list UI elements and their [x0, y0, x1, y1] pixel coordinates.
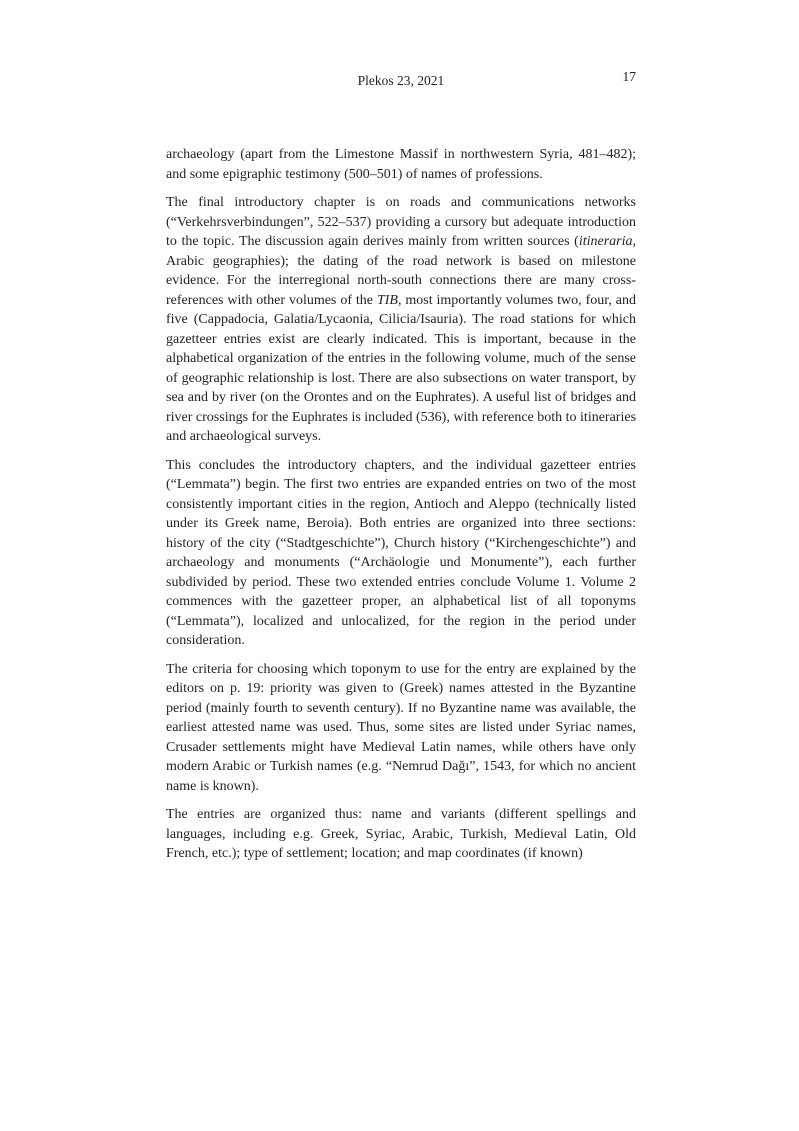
paragraph [166, 805, 636, 864]
text-segment: , Arabic geographies); the dating of the road network is based on milestone evidence. For the interregional north-south connections there are many cross-references with other volumes of the [166, 234, 636, 308]
text-segment: This concludes the introductory chapters, and the individual gazetteer entries (“Lemmata”) begin. The first two entries are expanded entries on two of the most consistently important cities in the region, Antioch and Aleppo (technically listed under its Greek name, Beroia). Both entries are organized into three sections: history of the city (“Stadtgeschichte”), Church history (“Kirchengeschichte”) and archaeology and monuments (“Archäologie und Monumente”), each further subdivided by period. These two extended entries conclude Volume 1. Volume 2 commences with the gazetteer proper, an alphabetical list of all toponyms (“Lemmata”), localized and unlocalized, for the region in the period under consideration. [166, 457, 636, 648]
page-header [166, 69, 636, 89]
page-body [166, 145, 636, 873]
italic-text-segment: TIB [376, 292, 398, 308]
paragraph [166, 193, 636, 447]
text-segment: The final introductory chapter is on roads and communications networks (“Verkehrsverbindungen”, 522–537) providing a cursory but adequate introduction to the topic. The discussion again derives mainly from written sources ( [166, 195, 636, 249]
text-segment: The entries are organized thus: name and variants (different spellings and languages, including e.g. Greek, Syriac, Arabic, Turkish, Medieval Latin, Old French, etc.); type of settlement; location; and map coordinates (if known) [166, 807, 636, 861]
text-segment: The criteria for choosing which toponym to use for the entry are explained by the editors on p. 19: priority was given to (Greek) names attested in the Byzantine period (mainly fourth to seventh century). If no Byzantine name was available, the earliest attested name was used. Thus, some sites are listed under Syriac names, Crusader settlements might have Medieval Latin names, while others have only modern Arabic or Turkish names (e.g. “Nemrud Dağı”, 1543, for which no ancient name is known). [166, 661, 636, 794]
paragraph [166, 660, 636, 797]
paragraph [166, 456, 636, 651]
text-segment: archaeology (apart from the Limestone Massif in northwestern Syria, 481–482); and some epigraphic testimony (500–501) of names of professions. [166, 147, 636, 182]
italic-text-segment: itineraria [578, 234, 633, 249]
text-segment: , most importantly volumes two, four, and five (Cappadocia, Galatia/Lycaonia, Cilicia/Isauria). The road stations for which gazetteer entries exist are clearly indicated. This is important, because in the alphabetical organization of the entries in the following volume, much of the sense of geographic relationship is lost. There are also subsections on water transport, by sea and by river (on the Orontes and on the Euphrates). A useful list of bridges and river crossings for the Euphrates is included (536), with reference both to itineraries and archaeological surveys. [166, 292, 637, 444]
page-number: 17 [622, 69, 636, 84]
paragraph [166, 145, 636, 184]
running-title: Plekos 23, 2021 [357, 73, 445, 88]
